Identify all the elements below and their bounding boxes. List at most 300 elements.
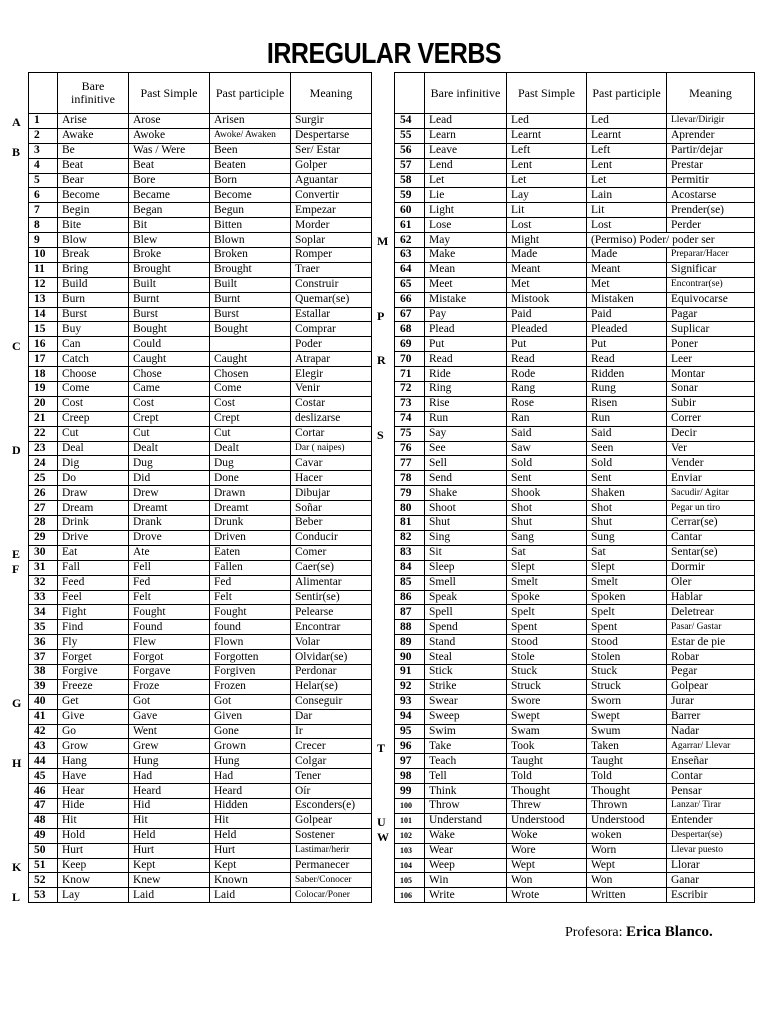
verb-number: 40 (29, 694, 58, 709)
meaning: Dar ( naipes) (291, 441, 372, 456)
table-row (395, 471, 755, 486)
teacher-name: Erica Blanco. (626, 924, 713, 940)
past-participle: Run (587, 411, 667, 426)
past-participle: Brought (210, 262, 291, 277)
meaning: Nadar (667, 724, 755, 739)
past-simple: Froze (129, 679, 210, 694)
bare-infinitive: Dream (58, 501, 129, 516)
past-participle: Born (210, 173, 291, 188)
verb-number: 62 (395, 233, 425, 248)
table-row (29, 322, 372, 337)
past-participle: Dug (210, 456, 291, 471)
meaning: Construir (291, 277, 372, 292)
bare-infinitive: Can (58, 337, 129, 352)
verb-number: 25 (29, 471, 58, 486)
table-row (29, 694, 372, 709)
past-simple: Made (507, 248, 587, 263)
past-participle: Paid (587, 307, 667, 322)
past-simple: Dug (129, 456, 210, 471)
verb-number: 61 (395, 218, 425, 233)
bare-infinitive: Understand (425, 813, 507, 828)
past-simple: Got (129, 694, 210, 709)
past-simple: Kept (129, 858, 210, 873)
meaning: Costar (291, 396, 372, 411)
past-simple: Rang (507, 382, 587, 397)
past-simple: Took (507, 739, 587, 754)
meaning: Soplar (291, 233, 372, 248)
verb-number: 73 (395, 396, 425, 411)
meaning: Llevar puesto (667, 843, 755, 858)
meaning: Montar (667, 367, 755, 382)
verb-number: 15 (29, 322, 58, 337)
bare-infinitive: Sweep (425, 709, 507, 724)
verb-number: 93 (395, 694, 425, 709)
table-row (29, 128, 372, 143)
past-simple: Chose (129, 367, 210, 382)
bare-infinitive: Swear (425, 694, 507, 709)
bare-infinitive: Ring (425, 382, 507, 397)
past-simple: Was / Were (129, 143, 210, 158)
table-row (29, 843, 372, 858)
meaning: Correr (667, 411, 755, 426)
past-participle: Risen (587, 396, 667, 411)
table-row (29, 590, 372, 605)
past-simple: Hung (129, 754, 210, 769)
table-row (395, 501, 755, 516)
table-row (395, 233, 755, 248)
verb-number: 44 (29, 754, 58, 769)
header-meaning: Meaning (667, 73, 755, 114)
table-row (29, 724, 372, 739)
header-number (29, 73, 58, 114)
past-simple: Dealt (129, 441, 210, 456)
table-row (29, 262, 372, 277)
table-row (29, 873, 372, 888)
verb-number: 34 (29, 605, 58, 620)
past-participle: Felt (210, 590, 291, 605)
meaning: Entender (667, 813, 755, 828)
past-simple: Mistook (507, 292, 587, 307)
table-header-row (29, 73, 372, 114)
verb-number: 42 (29, 724, 58, 739)
past-participle: Burnt (210, 292, 291, 307)
bare-infinitive: Hurt (58, 843, 129, 858)
verb-number: 26 (29, 486, 58, 501)
bare-infinitive: Forget (58, 650, 129, 665)
table-row (29, 382, 372, 397)
bare-infinitive: Forgive (58, 664, 129, 679)
past-participle: Bought (210, 322, 291, 337)
bare-infinitive: Know (58, 873, 129, 888)
verb-number: 12 (29, 277, 58, 292)
verb-number: 10 (29, 248, 58, 263)
table-row (395, 769, 755, 784)
past-simple: Built (129, 277, 210, 292)
table-row (395, 679, 755, 694)
past-simple: Awoke (129, 128, 210, 143)
bare-infinitive: Mean (425, 262, 507, 277)
meaning: Poder (291, 337, 372, 352)
bare-infinitive: Lose (425, 218, 507, 233)
verb-number: 66 (395, 292, 425, 307)
verb-number: 103 (395, 843, 425, 858)
header-bare-infinitive: Bare infinitive (58, 73, 129, 114)
bare-infinitive: Fight (58, 605, 129, 620)
meaning: Olvidar(se) (291, 650, 372, 665)
verb-number: 106 (395, 888, 425, 903)
past-participle: Chosen (210, 367, 291, 382)
table-row (395, 605, 755, 620)
meaning: Partir/dejar (667, 143, 755, 158)
past-simple: Spoke (507, 590, 587, 605)
table-row (395, 664, 755, 679)
past-participle: Kept (210, 858, 291, 873)
past-simple: Rose (507, 396, 587, 411)
bare-infinitive: Make (425, 248, 507, 263)
verb-number: 105 (395, 873, 425, 888)
bare-infinitive: Leave (425, 143, 507, 158)
bare-infinitive: Spend (425, 620, 507, 635)
bare-infinitive: Read (425, 352, 507, 367)
past-participle: Struck (587, 679, 667, 694)
table-row (395, 352, 755, 367)
meaning: Suplicar (667, 322, 755, 337)
table-row (395, 128, 755, 143)
table-row (395, 158, 755, 173)
table-row (29, 307, 372, 322)
meaning: Poner (667, 337, 755, 352)
past-participle: Hung (210, 754, 291, 769)
verb-number: 50 (29, 843, 58, 858)
verb-number: 101 (395, 813, 425, 828)
bare-infinitive: Swim (425, 724, 507, 739)
verb-number: 18 (29, 367, 58, 382)
past-simple: Spelt (507, 605, 587, 620)
meaning: Llevar/Dirigir (667, 114, 755, 129)
past-participle: Fed (210, 575, 291, 590)
bare-infinitive: Grow (58, 739, 129, 754)
past-participle: Bitten (210, 218, 291, 233)
table-row (395, 635, 755, 650)
past-simple: Knew (129, 873, 210, 888)
verb-number: 80 (395, 501, 425, 516)
table-row (29, 664, 372, 679)
past-participle: Got (210, 694, 291, 709)
past-participle: Spelt (587, 605, 667, 620)
past-simple: Crept (129, 411, 210, 426)
bare-infinitive: Lend (425, 158, 507, 173)
table-row (395, 754, 755, 769)
table-row (395, 277, 755, 292)
verb-number: 53 (29, 888, 58, 903)
index-letter: F (12, 562, 20, 576)
past-participle: Held (210, 828, 291, 843)
past-participle: Eaten (210, 545, 291, 560)
past-participle: Crept (210, 411, 291, 426)
table-row (29, 516, 372, 531)
past-simple: Woke (507, 828, 587, 843)
past-participle: Laid (210, 888, 291, 903)
bare-infinitive: Light (425, 203, 507, 218)
bare-infinitive: Feed (58, 575, 129, 590)
past-simple: Won (507, 873, 587, 888)
verb-number: 96 (395, 739, 425, 754)
table-row (29, 784, 372, 799)
meaning: Conducir (291, 530, 372, 545)
bare-infinitive: Think (425, 784, 507, 799)
meaning: Cerrar(se) (667, 516, 755, 531)
past-participle: Drunk (210, 516, 291, 531)
bare-infinitive: Say (425, 426, 507, 441)
table-row (29, 411, 372, 426)
past-participle: Cut (210, 426, 291, 441)
verb-number: 60 (395, 203, 425, 218)
meaning: Encontrar(se) (667, 277, 755, 292)
verb-number: 79 (395, 486, 425, 501)
table-row (29, 203, 372, 218)
index-letter: S (377, 427, 384, 442)
bare-infinitive: Run (425, 411, 507, 426)
table-row (395, 114, 755, 129)
table-row (29, 828, 372, 843)
table-row (29, 456, 372, 471)
table-row (395, 203, 755, 218)
meaning: Romper (291, 248, 372, 263)
past-simple: Meant (507, 262, 587, 277)
bare-infinitive: Send (425, 471, 507, 486)
past-simple: Felt (129, 590, 210, 605)
past-simple: Sang (507, 530, 587, 545)
past-participle: (Permiso) Poder/ poder ser (587, 233, 755, 248)
past-participle: Arisen (210, 114, 291, 129)
past-participle: Spent (587, 620, 667, 635)
past-simple: Heard (129, 784, 210, 799)
table-row (395, 173, 755, 188)
index-letter: T (377, 740, 386, 755)
verb-number: 23 (29, 441, 58, 456)
past-simple: Caught (129, 352, 210, 367)
meaning: Estar de pie (667, 635, 755, 650)
past-simple: Sat (507, 545, 587, 560)
verb-number: 52 (29, 873, 58, 888)
meaning: Elegir (291, 367, 372, 382)
verb-number: 57 (395, 158, 425, 173)
past-simple: Cost (129, 396, 210, 411)
table-row (395, 411, 755, 426)
past-simple: Fell (129, 560, 210, 575)
bare-infinitive: Rise (425, 396, 507, 411)
table-row (395, 382, 755, 397)
verb-number: 35 (29, 620, 58, 635)
verb-number: 39 (29, 679, 58, 694)
past-participle: Put (587, 337, 667, 352)
past-participle: Let (587, 173, 667, 188)
past-simple: Put (507, 337, 587, 352)
past-participle: Lit (587, 203, 667, 218)
past-simple: Arose (129, 114, 210, 129)
table-row (29, 352, 372, 367)
past-simple: Found (129, 620, 210, 635)
bare-infinitive: Sing (425, 530, 507, 545)
past-simple: Drank (129, 516, 210, 531)
past-participle: Fought (210, 605, 291, 620)
bare-infinitive: Teach (425, 754, 507, 769)
meaning: Contar (667, 769, 755, 784)
past-participle: Lain (587, 188, 667, 203)
bare-infinitive: Hide (58, 798, 129, 813)
table-row (395, 739, 755, 754)
verb-number: 67 (395, 307, 425, 322)
verb-number: 45 (29, 769, 58, 784)
bare-infinitive: Draw (58, 486, 129, 501)
past-participle: Drawn (210, 486, 291, 501)
meaning: Crecer (291, 739, 372, 754)
past-participle: Blown (210, 233, 291, 248)
past-participle: Swept (587, 709, 667, 724)
meaning: Jurar (667, 694, 755, 709)
verb-number: 56 (395, 143, 425, 158)
verb-number: 92 (395, 679, 425, 694)
past-simple: Had (129, 769, 210, 784)
meaning: Pegar un tiro (667, 501, 755, 516)
past-simple: Sold (507, 456, 587, 471)
table-row (29, 620, 372, 635)
verb-number: 68 (395, 322, 425, 337)
index-letter: K (12, 860, 22, 874)
meaning: Pelearse (291, 605, 372, 620)
meaning: Morder (291, 218, 372, 233)
table-row (29, 769, 372, 784)
bare-infinitive: Give (58, 709, 129, 724)
verb-number: 72 (395, 382, 425, 397)
table-row (395, 888, 755, 903)
meaning: Comer (291, 545, 372, 560)
past-participle: Stood (587, 635, 667, 650)
table-row (395, 218, 755, 233)
table-row (29, 292, 372, 307)
past-participle: Burst (210, 307, 291, 322)
index-letter: P (377, 308, 385, 323)
verb-number: 100 (395, 798, 425, 813)
past-participle: found (210, 620, 291, 635)
table-row (29, 575, 372, 590)
past-participle: Thought (587, 784, 667, 799)
meaning: Oír (291, 784, 372, 799)
past-simple: Threw (507, 798, 587, 813)
past-simple: Gave (129, 709, 210, 724)
bare-infinitive: Bear (58, 173, 129, 188)
verb-number: 75 (395, 426, 425, 441)
header-past-participle: Past participle (587, 73, 667, 114)
past-simple: Forgot (129, 650, 210, 665)
past-participle: Flown (210, 635, 291, 650)
table-row (395, 248, 755, 263)
bare-infinitive: Pay (425, 307, 507, 322)
past-participle: Sold (587, 456, 667, 471)
table-row (395, 188, 755, 203)
meaning: Despertarse (291, 128, 372, 143)
past-participle: Hit (210, 813, 291, 828)
meaning: Deletrear (667, 605, 755, 620)
verb-number: 27 (29, 501, 58, 516)
bare-infinitive: Shake (425, 486, 507, 501)
verb-number: 29 (29, 530, 58, 545)
past-simple: Swore (507, 694, 587, 709)
past-simple: Shook (507, 486, 587, 501)
past-participle: woken (587, 828, 667, 843)
bare-infinitive: Deal (58, 441, 129, 456)
verb-number: 77 (395, 456, 425, 471)
bare-infinitive: Speak (425, 590, 507, 605)
past-participle: Sent (587, 471, 667, 486)
past-simple: Rode (507, 367, 587, 382)
bare-infinitive: Blow (58, 233, 129, 248)
table-row (29, 143, 372, 158)
bare-infinitive: Break (58, 248, 129, 263)
past-simple: Forgave (129, 664, 210, 679)
table-row (29, 888, 372, 903)
bare-infinitive: Awake (58, 128, 129, 143)
past-participle: Seen (587, 441, 667, 456)
past-simple: Fed (129, 575, 210, 590)
past-participle: Said (587, 426, 667, 441)
meaning: Golpear (291, 813, 372, 828)
index-letter: R (377, 353, 386, 368)
past-simple: Stood (507, 635, 587, 650)
table-row (395, 262, 755, 277)
bare-infinitive: Come (58, 382, 129, 397)
past-simple: Slept (507, 560, 587, 575)
verb-number: 55 (395, 128, 425, 143)
past-simple: Taught (507, 754, 587, 769)
meaning: Ir (291, 724, 372, 739)
past-simple: Shot (507, 501, 587, 516)
past-participle: Won (587, 873, 667, 888)
past-simple: Broke (129, 248, 210, 263)
past-simple: Let (507, 173, 587, 188)
bare-infinitive: Burn (58, 292, 129, 307)
past-participle: Broken (210, 248, 291, 263)
past-participle: Left (587, 143, 667, 158)
verb-number: 89 (395, 635, 425, 650)
past-simple: Bit (129, 218, 210, 233)
bare-infinitive: Arise (58, 114, 129, 129)
past-participle: Shot (587, 501, 667, 516)
past-participle: Spoken (587, 590, 667, 605)
index-letter: L (12, 889, 21, 904)
past-simple: Learnt (507, 128, 587, 143)
bare-infinitive: Meet (425, 277, 507, 292)
meaning: Empezar (291, 203, 372, 218)
meaning: Equivocarse (667, 292, 755, 307)
meaning: Soñar (291, 501, 372, 516)
past-participle: Pleaded (587, 322, 667, 337)
verb-number: 51 (29, 858, 58, 873)
meaning: Caer(se) (291, 560, 372, 575)
table-row (395, 650, 755, 665)
past-simple: Bought (129, 322, 210, 337)
past-simple: Drove (129, 530, 210, 545)
table-row (29, 560, 372, 575)
table-row (29, 471, 372, 486)
meaning: Sacudir/ Agitar (667, 486, 755, 501)
meaning: Enviar (667, 471, 755, 486)
table-row (29, 530, 372, 545)
verb-number: 19 (29, 382, 58, 397)
verb-number: 102 (395, 828, 425, 843)
table-row (29, 218, 372, 233)
table-row (29, 337, 372, 352)
